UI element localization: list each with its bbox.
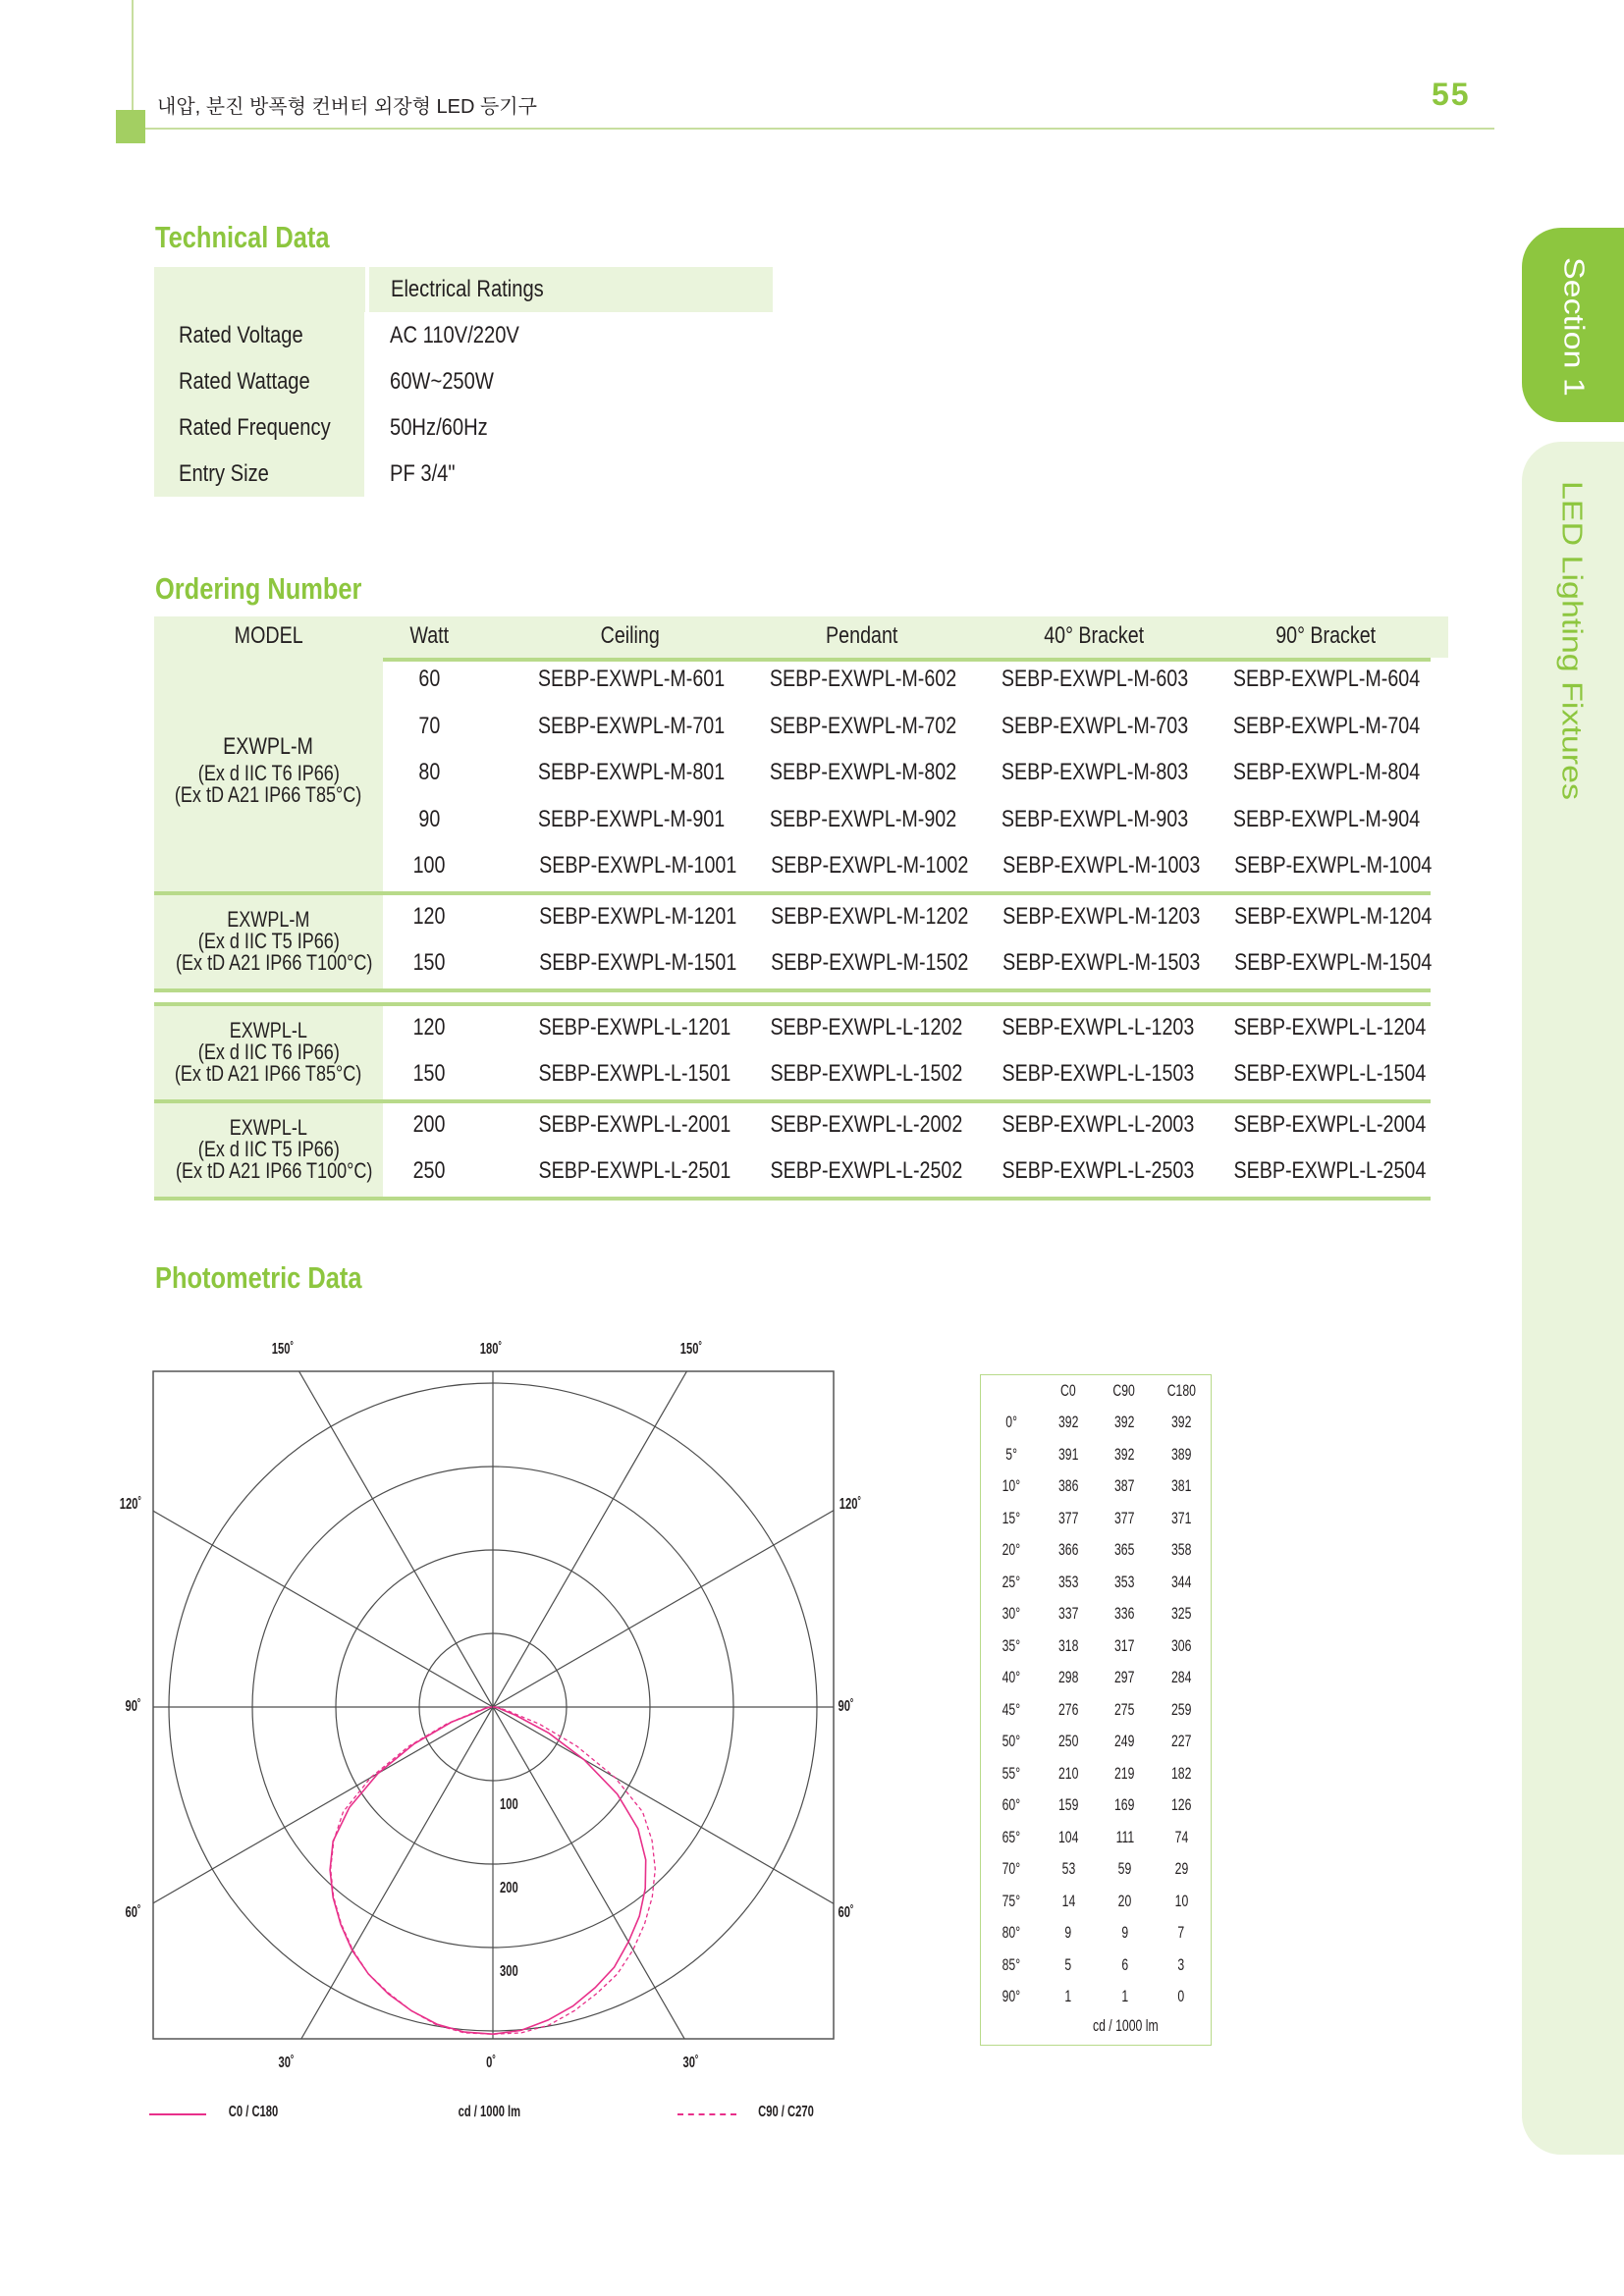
intensity-cell: 6 [1121,1954,1128,1974]
col-header-90-bracket: 90° Bracket [1275,622,1376,649]
polar-label-120-left: 120˚ [119,1496,142,1513]
ring-label-100: 100 [500,1796,518,1813]
angle-cell: 35° [1001,1635,1021,1655]
intensity-cell: 250 [1057,1732,1079,1750]
order-code-cell: SEBP-EXWPL-L-1204 [1233,1013,1427,1041]
intensity-cell: 259 [1170,1699,1192,1719]
photometric-row [981,1886,1213,1917]
watt-cell: 150 [412,949,446,976]
angle-cell: 15° [1001,1508,1021,1527]
group-divider [154,988,1431,992]
model-name: EXWPL-L (Ex d IIC T6 IP66) (Ex tD A21 IP66 T85°C) [175,1018,362,1086]
photometric-row [981,1534,1213,1566]
col-header-pendant: Pendant [826,622,898,649]
col-header-c90: C90 [1112,1381,1136,1400]
intensity-cell: 392 [1114,1444,1135,1464]
angle-cell: 5° [1005,1444,1017,1464]
angle-cell: 40° [1001,1668,1021,1686]
order-code-cell: SEBP-EXWPL-L-1503 [1001,1060,1195,1087]
tech-row [154,404,773,451]
watt-cell: 80 [418,759,440,785]
intensity-cell: 53 [1061,1859,1075,1878]
order-code-cell: SEBP-EXWPL-L-1504 [1233,1060,1427,1087]
angle-cell: 0° [1005,1413,1017,1431]
model-name: EXWPL-L (Ex d IIC T5 IP66) (Ex tD A21 IP66 T100°C) [175,1115,373,1183]
intensity-cell: 377 [1114,1508,1135,1527]
angle-cell: 10° [1001,1476,1021,1495]
col-header-model: MODEL [234,622,303,649]
tech-header-row [154,267,773,312]
intensity-cell: 275 [1114,1699,1135,1719]
category-tab-label: LED Lighting Fixtures [1555,481,1588,801]
intensity-cell: 74 [1174,1827,1188,1846]
order-code-cell: SEBP-EXWPL-M-702 [769,712,957,739]
order-code-cell: SEBP-EXWPL-M-701 [537,712,726,739]
order-code-cell: SEBP-EXWPL-L-2004 [1233,1110,1427,1138]
order-code-cell: SEBP-EXWPL-M-703 [1001,712,1189,739]
order-code-cell: SEBP-EXWPL-M-1204 [1234,902,1433,930]
order-code-cell: SEBP-EXWPL-L-2001 [538,1110,731,1138]
col-header-ceiling: Ceiling [600,622,661,649]
watt-cell: 120 [412,1013,446,1041]
intensity-cell: 358 [1170,1540,1192,1559]
photometric-row [981,1567,1213,1598]
tech-row [154,358,773,404]
intensity-cell: 386 [1057,1476,1079,1495]
intensity-cell: 227 [1170,1732,1192,1750]
order-code-cell: SEBP-EXWPL-M-1001 [539,852,737,879]
photometric-row [981,1470,1213,1502]
order-code-cell: SEBP-EXWPL-L-2002 [770,1110,963,1138]
header-rule-horizontal [132,128,1494,130]
angle-cell: 80° [1001,1923,1021,1942]
order-code-cell: SEBP-EXWPL-M-903 [1001,805,1189,832]
watt-cell: 70 [418,712,440,739]
order-code-cell: SEBP-EXWPL-M-601 [537,666,726,692]
intensity-cell: 392 [1170,1413,1192,1431]
photometric-row [981,1503,1213,1534]
order-code-cell: SEBP-EXWPL-L-2503 [1001,1157,1195,1184]
order-code-cell: SEBP-EXWPL-L-1202 [770,1013,963,1041]
tech-value: AC 110V/220V [389,321,519,348]
polar-plot [152,1370,835,2040]
order-code-cell: SEBP-EXWPL-M-902 [769,805,957,832]
intensity-cell: 9 [1121,1923,1128,1942]
tech-value: PF 3/4" [389,459,456,487]
intensity-cell: 1 [1064,1987,1072,2005]
order-code-cell: SEBP-EXWPL-M-801 [537,759,726,785]
group-divider [154,1197,1431,1201]
tech-value: 60W~250W [389,367,494,395]
tech-value: 50Hz/60Hz [389,413,488,441]
intensity-cell: 389 [1170,1444,1192,1464]
intensity-cell: 111 [1115,1827,1134,1846]
watt-cell: 200 [412,1110,446,1138]
intensity-cell: 325 [1170,1604,1192,1623]
intensity-cell: 344 [1170,1572,1192,1591]
photometric-row [981,1662,1213,1693]
intensity-cell: 306 [1170,1635,1192,1655]
order-code-cell: SEBP-EXWPL-L-1501 [538,1060,731,1087]
order-code-cell: SEBP-EXWPL-L-2504 [1233,1157,1427,1184]
order-code-cell: SEBP-EXWPL-L-2502 [770,1157,963,1184]
polar-label-180: 180˚ [479,1341,503,1358]
intensity-cell: 337 [1057,1604,1079,1623]
polar-label-30-right: 30˚ [682,2055,699,2071]
tech-row [154,451,773,497]
angle-cell: 60° [1001,1795,1021,1814]
angle-cell: 90° [1001,1987,1021,2005]
polar-label-60-right: 60˚ [838,1904,854,1921]
photometric-row [981,1439,1213,1470]
watt-cell: 90 [418,805,440,832]
watt-cell: 100 [412,852,446,879]
order-code-cell: SEBP-EXWPL-M-1503 [1002,949,1201,976]
polar-label-120-right: 120˚ [839,1496,862,1513]
angle-cell: 50° [1001,1732,1021,1750]
order-code-cell: SEBP-EXWPL-M-1203 [1002,902,1201,930]
photometric-table-header [981,1375,1213,1407]
angle-cell: 20° [1001,1540,1021,1559]
angle-cell: 55° [1001,1763,1021,1783]
order-code-cell: SEBP-EXWPL-L-2501 [538,1157,731,1184]
order-code-cell: SEBP-EXWPL-M-1501 [539,949,737,976]
order-code-cell: SEBP-EXWPL-M-1003 [1002,852,1201,879]
section-tab-label: Section 1 [1557,257,1590,397]
order-code-cell: SEBP-EXWPL-M-1202 [771,902,969,930]
tech-label: Rated Wattage [179,367,310,395]
order-code-cell: SEBP-EXWPL-M-604 [1232,666,1421,692]
order-code-cell: SEBP-EXWPL-M-1502 [771,949,969,976]
legend-unit: cd / 1000 lm [458,2104,521,2120]
intensity-cell: 1 [1121,1987,1128,2005]
model-name: EXWPL-M (Ex d IIC T6 IP66) (Ex tD A21 IP66 T85°C) [175,732,362,807]
col-header-c180: C180 [1166,1381,1196,1400]
intensity-cell: 276 [1057,1699,1079,1719]
intensity-cell: 366 [1057,1540,1079,1559]
intensity-cell: 392 [1114,1413,1135,1431]
photometric-row [981,1598,1213,1629]
intensity-cell: 7 [1177,1923,1185,1942]
page-header-title: 내압, 분진 방폭형 컨버터 외장형 LED 등기구 [157,96,537,118]
intensity-cell: 3 [1177,1954,1185,1974]
intensity-cell: 104 [1057,1827,1079,1846]
intensity-cell: 29 [1174,1859,1188,1878]
photometric-table [980,1374,1212,2046]
intensity-cell: 284 [1170,1668,1192,1686]
order-code-cell: SEBP-EXWPL-L-1203 [1001,1013,1195,1041]
intensity-cell: 297 [1114,1668,1135,1686]
tech-label: Rated Frequency [179,413,331,441]
intensity-cell: 210 [1057,1763,1079,1783]
photometric-table-unit: cd / 1000 lm [1093,2016,1159,2035]
polar-label-90-right: 90˚ [838,1698,854,1715]
intensity-cell: 377 [1057,1508,1079,1527]
polar-label-150-right: 150˚ [679,1341,703,1358]
angle-cell: 30° [1001,1604,1021,1623]
polar-label-0: 0˚ [486,2055,497,2071]
ring-label-200: 200 [500,1880,518,1896]
angle-cell: 65° [1001,1827,1021,1846]
order-code-cell: SEBP-EXWPL-M-603 [1001,666,1189,692]
photometric-row [981,1407,1213,1438]
angle-cell: 25° [1001,1572,1021,1591]
intensity-cell: 126 [1170,1795,1192,1814]
tech-label: Entry Size [179,459,269,487]
intensity-cell: 353 [1057,1572,1079,1591]
watt-cell: 60 [418,666,440,692]
intensity-cell: 169 [1114,1795,1135,1814]
polar-label-90-left: 90˚ [125,1698,141,1715]
order-code-cell: SEBP-EXWPL-M-901 [537,805,726,832]
intensity-cell: 336 [1114,1604,1135,1623]
ordering-number-heading: Ordering Number [155,571,362,606]
order-code-cell: SEBP-EXWPL-L-1201 [538,1013,731,1041]
order-code-cell: SEBP-EXWPL-M-1004 [1234,852,1433,879]
intensity-cell: 9 [1064,1923,1072,1942]
photometric-row [981,1789,1213,1821]
ring-label-300: 300 [500,1963,518,1980]
photometric-row [981,1981,1213,2012]
order-code-cell: SEBP-EXWPL-M-904 [1232,805,1421,832]
order-code-cell: SEBP-EXWPL-M-802 [769,759,957,785]
intensity-cell: 317 [1114,1635,1135,1655]
intensity-cell: 392 [1057,1413,1079,1431]
intensity-cell: 0 [1177,1987,1185,2005]
order-code-cell: SEBP-EXWPL-M-1201 [539,902,737,930]
photometric-row [981,1694,1213,1726]
photometric-row [981,1630,1213,1662]
intensity-cell: 182 [1170,1763,1192,1783]
order-code-cell: SEBP-EXWPL-M-1002 [771,852,969,879]
order-code-cell: SEBP-EXWPL-M-1504 [1234,949,1433,976]
intensity-cell: 5 [1064,1954,1072,1974]
col-header-c0: C0 [1060,1381,1076,1400]
legend-swatch-c90 [677,2113,736,2115]
photometric-row [981,1853,1213,1885]
intensity-cell: 59 [1117,1859,1132,1878]
intensity-cell: 20 [1117,1891,1132,1910]
polar-label-60-left: 60˚ [125,1904,141,1921]
intensity-cell: 249 [1114,1732,1135,1750]
electrical-ratings-header: Electrical Ratings [391,276,544,302]
intensity-cell: 353 [1114,1572,1135,1591]
photometric-row [981,1949,1213,1981]
intensity-cell: 391 [1057,1444,1079,1464]
watt-cell: 120 [412,902,446,930]
col-header-40-bracket: 40° Bracket [1044,622,1144,649]
order-code-cell: SEBP-EXWPL-M-803 [1001,759,1189,785]
polar-label-150-left: 150˚ [271,1341,295,1358]
technical-data-table [154,267,773,497]
intensity-cell: 10 [1174,1891,1188,1910]
order-code-cell: SEBP-EXWPL-L-1502 [770,1060,963,1087]
legend-label-c90: C90 / C270 [758,2104,814,2120]
watt-cell: 250 [412,1157,446,1184]
angle-cell: 85° [1001,1954,1021,1974]
intensity-cell: 381 [1170,1476,1192,1495]
page-number: 55 [1432,77,1471,112]
tech-row [154,312,773,358]
photometric-data-heading: Photometric Data [155,1260,362,1295]
photometric-row [981,1822,1213,1853]
photometric-row [981,1758,1213,1789]
col-header-watt: Watt [409,622,449,649]
polar-diagram [152,1370,835,2040]
intensity-cell: 365 [1114,1540,1135,1559]
order-code-cell: SEBP-EXWPL-M-602 [769,666,957,692]
header-marker [116,110,145,143]
watt-cell: 150 [412,1060,446,1087]
photometric-row [981,1726,1213,1757]
intensity-cell: 219 [1114,1763,1135,1783]
angle-cell: 45° [1001,1699,1021,1719]
intensity-cell: 159 [1057,1795,1079,1814]
legend-label-c0: C0 / C180 [228,2104,279,2120]
intensity-cell: 387 [1114,1476,1135,1495]
photometric-row [981,1917,1213,1949]
polar-label-30-left: 30˚ [278,2055,295,2071]
technical-data-heading: Technical Data [155,220,330,254]
intensity-cell: 318 [1057,1635,1079,1655]
order-code-cell: SEBP-EXWPL-L-2003 [1001,1110,1195,1138]
tech-label: Rated Voltage [179,321,303,348]
order-code-cell: SEBP-EXWPL-M-804 [1232,759,1421,785]
legend-swatch-c0 [149,2113,206,2115]
angle-cell: 75° [1001,1891,1021,1910]
intensity-cell: 298 [1057,1668,1079,1686]
intensity-cell: 14 [1061,1891,1075,1910]
angle-cell: 70° [1001,1859,1021,1878]
intensity-cell: 371 [1170,1508,1192,1527]
model-name: EXWPL-M (Ex d IIC T5 IP66) (Ex tD A21 IP66 T100°C) [175,907,373,975]
order-code-cell: SEBP-EXWPL-M-704 [1232,712,1421,739]
